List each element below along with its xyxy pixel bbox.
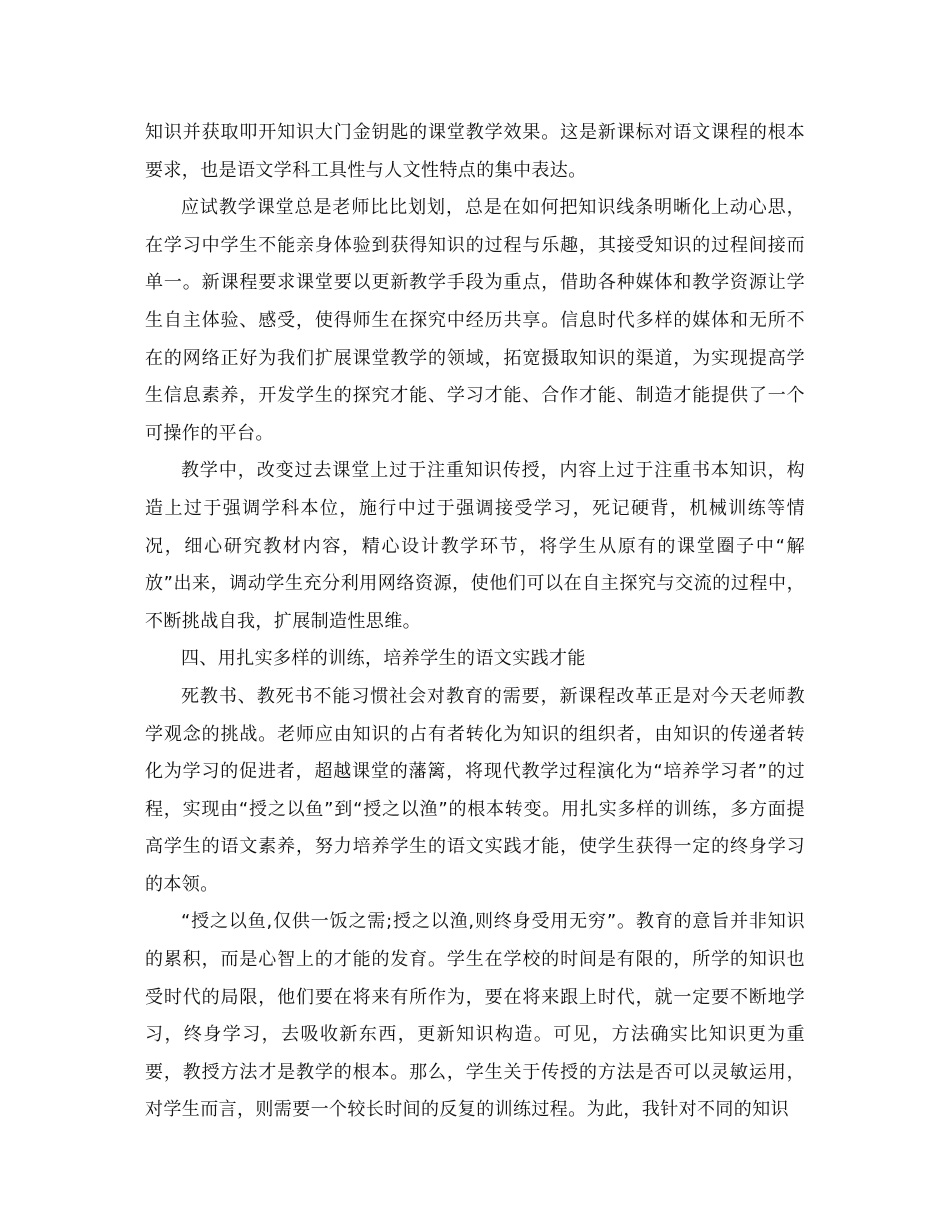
section-heading: 四、用扎实多样的训练，培养学生的语文实践才能 [181,648,586,670]
paragraph-3: 教学中，改变过去课堂上过于注重知识传授，内容上过于注重书本知识，构造上过于强调学科本位，施行中过于强调接受学习，死记硬背，机械训练等情况，细心研究教材内容，精心设计教学环节，将学生从原有的课堂圈子中“解放”出来，调动学生充分利用网络资源，使他们可以在自主探究与交流的过程中，不断挑战自我，扩展制造性思维。 [145,460,805,632]
paragraph-2: 应试教学课堂总是老师比比划划，总是在如何把知识线条明晰化上动心思，在学习中学生不能亲身体验到获得知识的过程与乐趣，其接受知识的过程间接而单一。新课程要求课堂要以更新教学手段为重点，借助各种媒体和教学资源让学生自主体验、感受，使得师生在探究中经历共享。信息时代多样的媒体和无所不在的网络正好为我们扩展课堂教学的领域，拓宽摄取知识的渠道，为实现提高学生信息素养，开发学生的探究才能、学习才能、合作才能、制造才能提供了一个可操作的平台。 [145,197,805,444]
paragraph-5: “授之以鱼,仅供一饭之需;授之以渔,则终身受用无穷”。教育的意旨并非知识的累积，而是心智上的才能的发育。学生在学校的时间是有限的，所学的知识也受时代的局限，他们要在将来有所作为，要在将来跟上时代，就一定要不断地学习，终身学习，去吸收新东西，更新知识构造。可见，方法确实比知识更为重要，教授方法才是教学的根本。那么，学生关于传授的方法是否可以灵敏运用，对学生而言，则需要一个较长时间的反复的训练过程。为此，我针对不同的知识 [145,911,805,1121]
body-text [145,114,805,1129]
paragraph-4: 死教书、教死书不能习惯社会对教育的需要，新课程改革正是对今天老师教学观念的挑战。老师应由知识的占有者转化为知识的组织者，由知识的传递者转化为学习的促进者，超越课堂的藩篱，将现代教学过程演化为“培养学习者”的过程，实现由“授之以鱼”到“授之以渔”的根本转变。用扎实多样的训练，多方面提高学生的语文素养，努力培养学生的语文实践才能，使学生获得一定的终身学习的本领。 [145,685,805,895]
paragraph-1: 知识并获取叩开知识大门金钥匙的课堂教学效果。这是新课标对语文课程的根本要求，也是语文学科工具性与人文性特点的集中表达。 [145,122,805,181]
